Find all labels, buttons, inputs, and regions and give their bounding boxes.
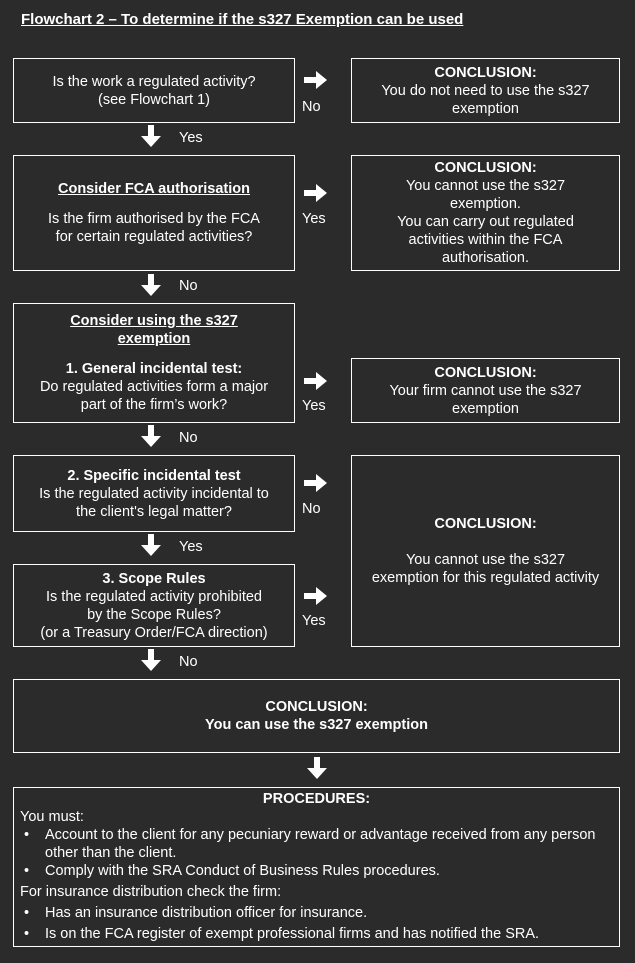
final-line1: You can use the s327 exemption bbox=[205, 717, 428, 733]
list-item: • Account to the client for any pecuniary reward or advantage received from any person other than the client. bbox=[45, 826, 613, 862]
label-no-5: No bbox=[179, 654, 198, 670]
q3-heading1: Consider using the s327 bbox=[70, 313, 238, 329]
label-yes-4: Yes bbox=[179, 539, 203, 555]
list-item: • Is on the FCA register of exempt professional firms and has notified the SRA. bbox=[45, 925, 613, 943]
q3-line2: part of the firm’s work? bbox=[80, 397, 228, 413]
q3-sub: 1. General incidental test: bbox=[65, 361, 243, 377]
procedures-intro: You must: bbox=[20, 809, 84, 825]
question-specific-incidental-test bbox=[13, 455, 295, 532]
q5-sub: 3. Scope Rules bbox=[102, 570, 206, 587]
arrow-right-icon bbox=[303, 68, 329, 92]
c2-line4: activities within the FCA bbox=[408, 232, 563, 248]
arrow-right-icon bbox=[303, 584, 329, 608]
arrow-right-icon bbox=[303, 471, 329, 495]
q5-line3: (or a Treasury Order/FCA direction) bbox=[40, 624, 268, 641]
c1-line1: You do not need to use the s327 bbox=[381, 82, 590, 99]
label-yes-2: Yes bbox=[302, 211, 326, 227]
c4-heading: CONCLUSION: bbox=[434, 516, 537, 532]
q4-line2: the client's legal matter? bbox=[76, 503, 232, 520]
question-fca-authorisation bbox=[13, 155, 295, 271]
label-no-1: No bbox=[302, 99, 321, 115]
q2-line1: Is the firm authorised by the FCA bbox=[48, 211, 260, 227]
q5-line2: by the Scope Rules? bbox=[87, 606, 221, 623]
arrow-right-icon bbox=[303, 181, 329, 205]
must-list bbox=[20, 826, 613, 880]
label-yes-1: Yes bbox=[179, 130, 203, 146]
question-general-incidental-test bbox=[13, 303, 295, 423]
c2-line5: authorisation. bbox=[441, 250, 530, 266]
q1-line1: Is the work a regulated activity? bbox=[52, 73, 256, 90]
q3-heading2: exemption bbox=[117, 331, 191, 347]
list-item: • Has an insurance distribution officer for insurance. bbox=[45, 904, 613, 922]
conclusion-cannot-use-for-activity bbox=[351, 455, 620, 647]
c4-line1: You cannot use the s327 bbox=[405, 552, 566, 568]
label-no-3: No bbox=[179, 430, 198, 446]
arrow-down-icon bbox=[139, 533, 163, 559]
label-yes-5: Yes bbox=[302, 613, 326, 629]
procedures-heading: PROCEDURES: bbox=[262, 791, 371, 807]
q3-line1: Do regulated activities form a major bbox=[39, 379, 269, 395]
q4-sub: 2. Specific incidental test bbox=[67, 467, 241, 484]
q2-heading: Consider FCA authorisation bbox=[58, 181, 250, 197]
label-yes-3: Yes bbox=[302, 398, 326, 414]
q4-line1: Is the regulated activity incidental to bbox=[39, 485, 269, 502]
q1-line2: (see Flowchart 1) bbox=[97, 91, 210, 108]
final-heading: CONCLUSION: bbox=[265, 699, 368, 715]
insurance-intro: For insurance distribution check the firm: bbox=[20, 884, 282, 900]
arrow-down-icon bbox=[139, 648, 163, 674]
c2-line3: You can carry out regulated bbox=[397, 214, 574, 230]
flowchart-title: Flowchart 2 – To determine if the s327 Exemption can be used bbox=[21, 11, 464, 28]
list-item: • Comply with the SRA Conduct of Business Rules procedures. bbox=[45, 862, 613, 880]
question-scope-rules bbox=[13, 564, 295, 647]
c2-line2: exemption. bbox=[450, 196, 521, 212]
c2-heading: CONCLUSION: bbox=[434, 160, 537, 176]
c3-line1: Your firm cannot use the s327 bbox=[389, 382, 582, 399]
c4-line2: exemption for this regulated activity bbox=[371, 570, 600, 586]
conclusion-no-exemption-needed bbox=[351, 58, 620, 123]
label-no-2: No bbox=[179, 278, 198, 294]
c1-heading: CONCLUSION: bbox=[434, 64, 537, 81]
procedures-box bbox=[13, 787, 620, 947]
conclusion-cannot-use-exemption bbox=[351, 358, 620, 423]
c2-line1: You cannot use the s327 bbox=[405, 178, 566, 194]
arrow-down-icon bbox=[305, 756, 329, 782]
question-regulated-activity bbox=[13, 58, 295, 123]
arrow-right-icon bbox=[303, 369, 329, 393]
arrow-down-icon bbox=[139, 124, 163, 150]
label-no-4: No bbox=[302, 501, 321, 517]
arrow-down-icon bbox=[139, 424, 163, 450]
conclusion-can-use-exemption bbox=[13, 679, 620, 753]
q2-line2: for certain regulated activities? bbox=[55, 229, 253, 245]
c3-line2: exemption bbox=[452, 400, 519, 417]
insurance-list bbox=[20, 904, 613, 943]
c1-line2: exemption bbox=[452, 100, 519, 117]
conclusion-fca-authorised bbox=[351, 155, 620, 271]
arrow-down-icon bbox=[139, 273, 163, 299]
q5-line1: Is the regulated activity prohibited bbox=[45, 588, 262, 605]
c3-heading: CONCLUSION: bbox=[434, 364, 537, 381]
